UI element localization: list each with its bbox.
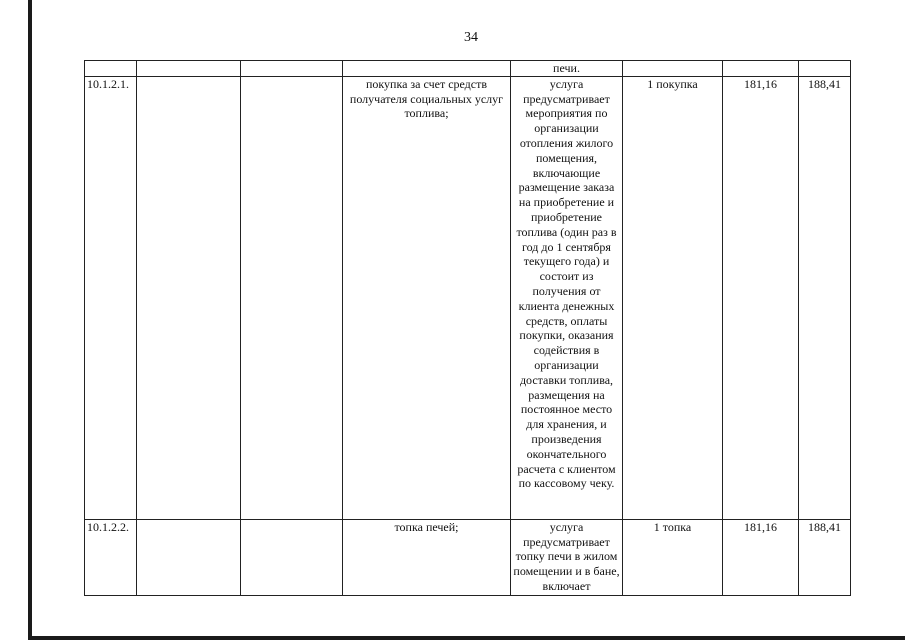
tariff-value-1-cell: 181,16 <box>723 76 799 519</box>
row-number-cell: 10.1.2.2. <box>85 519 137 595</box>
table-row <box>85 519 851 595</box>
unit-cell: 1 покупка <box>623 76 723 519</box>
service-name-cell <box>343 61 511 77</box>
service-name-cell: топка печей; <box>343 519 511 595</box>
row-number-cell <box>85 61 137 77</box>
unit-cell <box>623 61 723 77</box>
empty-cell <box>241 76 343 519</box>
empty-cell <box>241 519 343 595</box>
empty-cell <box>137 61 241 77</box>
tariff-value-1-cell <box>723 61 799 77</box>
empty-cell <box>137 519 241 595</box>
tariff-value-2-cell: 188,41 <box>799 76 851 519</box>
page-number: 34 <box>464 30 478 45</box>
tariff-value-2-cell <box>799 61 851 77</box>
table-row <box>85 61 851 77</box>
tariff-value-2-cell: 188,41 <box>799 519 851 595</box>
tariff-value-1-cell: 181,16 <box>723 519 799 595</box>
service-description-cell: услуга предусматривает мероприятия по организации отопления жилого помещения, включающие размещение заказа на приобретение и приобретение топлива (один раз в год до 1 сентября текущего года) и состоит из получения от клиента денежных средств, оплаты покупки, оказания содействия в организации доставки топлива, размещения на постоянное место для хранения, и произведения окончательного расчета с клиентом по кассовому чеку. <box>511 76 623 519</box>
empty-cell <box>241 61 343 77</box>
services-table <box>84 60 851 596</box>
scan-bottom-border <box>30 636 905 640</box>
table-row <box>85 76 851 519</box>
service-name-cell: покупка за счет средств получателя социальных услуг топлива; <box>343 76 511 519</box>
empty-cell <box>137 76 241 519</box>
scan-left-border <box>28 0 32 640</box>
service-description-cell: печи. <box>511 61 623 77</box>
row-number-cell: 10.1.2.1. <box>85 76 137 519</box>
service-description-cell: услуга предусматривает топку печи в жилом помещении и в бане, включает <box>511 519 623 595</box>
unit-cell: 1 топка <box>623 519 723 595</box>
